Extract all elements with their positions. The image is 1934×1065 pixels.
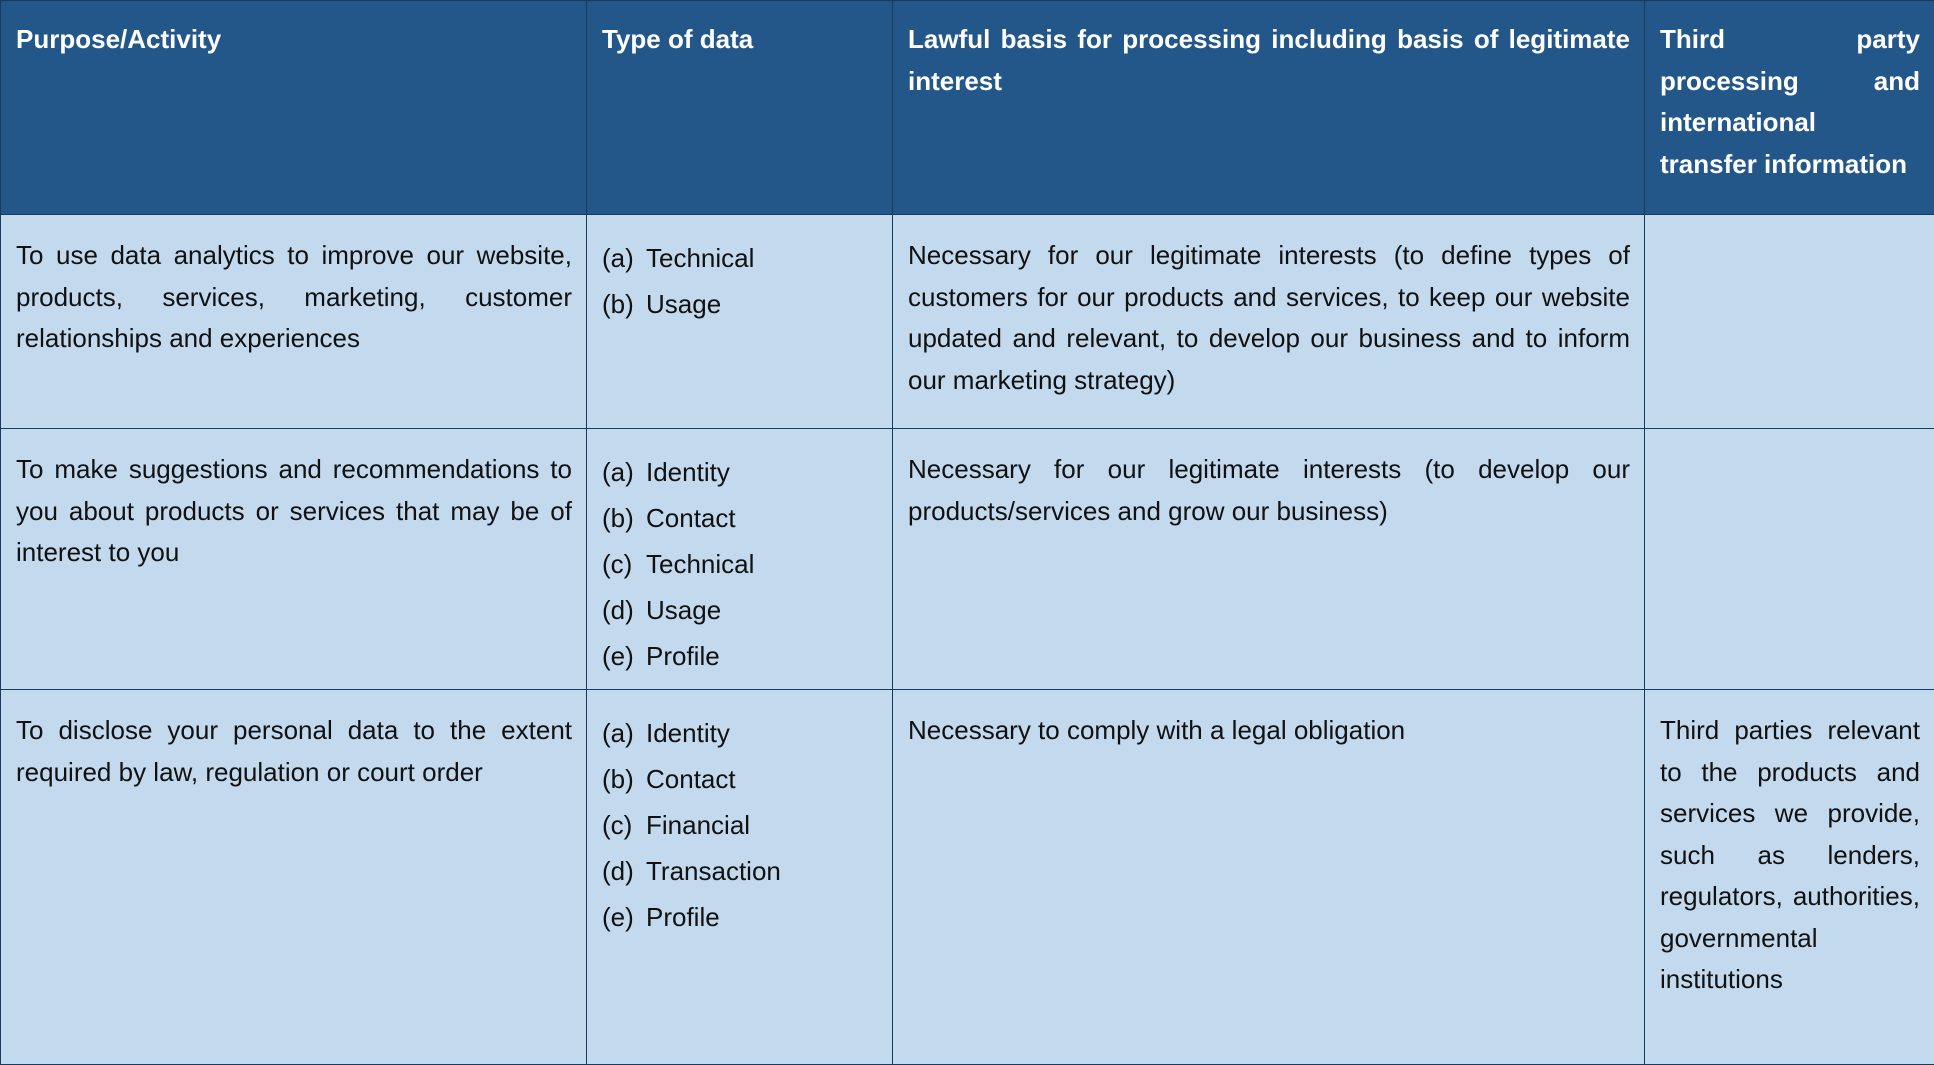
list-letter: (c) — [602, 541, 646, 587]
list-letter: (d) — [602, 848, 646, 894]
list-label: Contact — [646, 495, 736, 541]
list-label: Profile — [646, 633, 720, 679]
list-label: Identity — [646, 710, 730, 756]
list-letter: (a) — [602, 235, 646, 281]
list-letter: (e) — [602, 633, 646, 679]
list-item — [602, 756, 878, 802]
list-letter: (a) — [602, 449, 646, 495]
list-label: Usage — [646, 281, 721, 327]
header-purpose: Purpose/Activity — [1, 1, 587, 215]
header-row — [1, 1, 1934, 215]
list-label: Financial — [646, 802, 750, 848]
list-item — [602, 587, 878, 633]
purpose-cell: To make suggestions and recommendations to you about products or services that may be of interest to you — [1, 429, 587, 690]
list-letter: (a) — [602, 710, 646, 756]
table-row — [1, 429, 1934, 690]
third-party-cell: Third parties relevant to the products and services we provide, such as lenders, regulators, authorities, governmental institutions — [1645, 690, 1934, 1065]
list-letter: (b) — [602, 495, 646, 541]
list-item — [602, 710, 878, 756]
list-letter: (c) — [602, 802, 646, 848]
third-party-cell — [1645, 215, 1934, 429]
list-item — [602, 541, 878, 587]
list-item — [602, 235, 878, 281]
list-label: Technical — [646, 235, 754, 281]
list-letter: (d) — [602, 587, 646, 633]
list-label: Identity — [646, 449, 730, 495]
list-label: Transaction — [646, 848, 781, 894]
list-item — [602, 281, 878, 327]
header-type-of-data: Type of data — [587, 1, 893, 215]
list-label: Profile — [646, 894, 720, 940]
header-lawful-basis: Lawful basis for processing including basis of legitimate interest — [893, 1, 1645, 215]
data-type-cell — [587, 690, 893, 1065]
purpose-cell: To use data analytics to improve our website, products, services, marketing, customer relationships and experiences — [1, 215, 587, 429]
data-type-list — [602, 449, 878, 679]
list-item — [602, 633, 878, 679]
data-type-list — [602, 235, 878, 327]
data-type-cell — [587, 215, 893, 429]
list-item — [602, 495, 878, 541]
list-item — [602, 848, 878, 894]
table-row — [1, 690, 1934, 1065]
list-item — [602, 802, 878, 848]
third-party-cell — [1645, 429, 1934, 690]
list-item — [602, 894, 878, 940]
data-type-list — [602, 710, 878, 940]
list-letter: (e) — [602, 894, 646, 940]
list-label: Contact — [646, 756, 736, 802]
header-third-party: Third party processing and international transfer information — [1645, 1, 1934, 215]
list-item — [602, 449, 878, 495]
data-type-cell — [587, 429, 893, 690]
lawful-basis-cell: Necessary for our legitimate interests (to develop our products/services and grow our business) — [893, 429, 1645, 690]
list-label: Technical — [646, 541, 754, 587]
lawful-basis-cell: Necessary for our legitimate interests (to define types of customers for our products and services, to keep our website updated and relevant, to develop our business and to inform our marketing strategy) — [893, 215, 1645, 429]
purpose-cell: To disclose your personal data to the extent required by law, regulation or court order — [1, 690, 587, 1065]
list-label: Usage — [646, 587, 721, 633]
lawful-basis-cell: Necessary to comply with a legal obligation — [893, 690, 1645, 1065]
list-letter: (b) — [602, 756, 646, 802]
table-row — [1, 215, 1934, 429]
list-letter: (b) — [602, 281, 646, 327]
